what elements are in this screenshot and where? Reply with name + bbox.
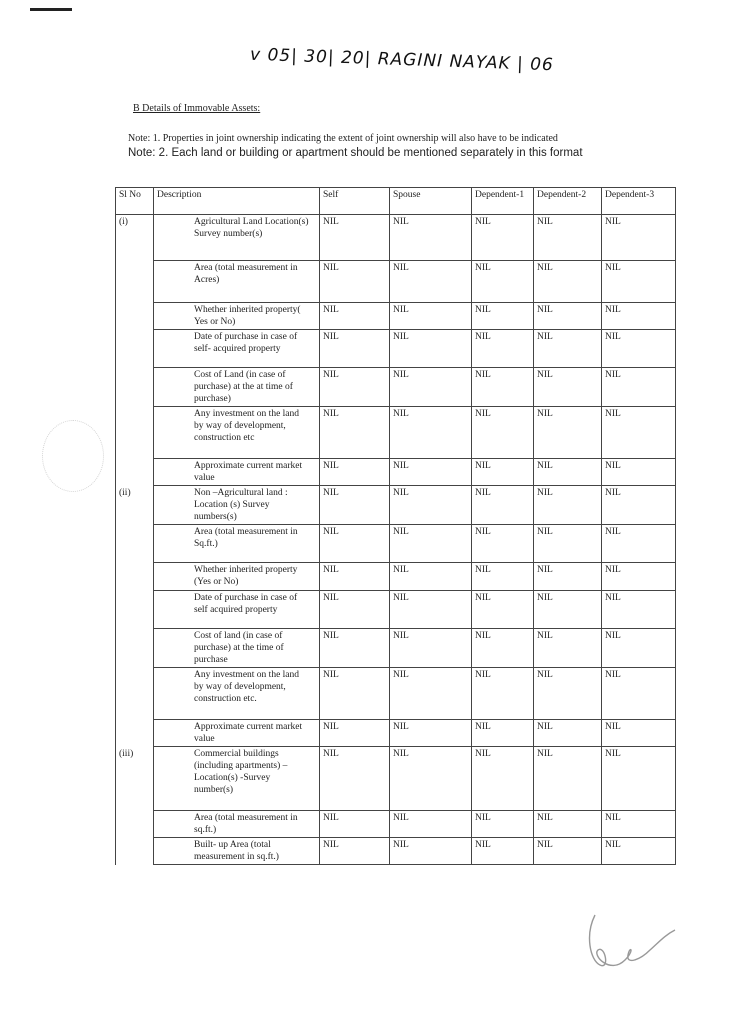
description-cell: Built- up Area (total measurement in sq.ft.) [154, 838, 320, 865]
table-row [116, 563, 676, 591]
value-cell-dependent-3: NIL [602, 629, 676, 668]
value-cell-spouse: NIL [390, 629, 472, 668]
value-cell-self: NIL [320, 486, 390, 525]
value-cell-spouse: NIL [390, 838, 472, 865]
value-cell-dependent-3: NIL [602, 368, 676, 407]
sl-number-cell [116, 261, 154, 303]
value-cell-self: NIL [320, 747, 390, 811]
value-cell-dependent-3: NIL [602, 668, 676, 720]
table-row [116, 668, 676, 720]
value-cell-dependent-3: NIL [602, 525, 676, 563]
value-cell-dependent-3: NIL [602, 330, 676, 368]
value-cell-dependent-2: NIL [534, 486, 602, 525]
table-row [116, 629, 676, 668]
description-cell: Area (total measurement in Sq.ft.) [154, 525, 320, 563]
description-cell: Non –Agricultural land : Location (s) Survey numbers(s) [154, 486, 320, 525]
table-row [116, 303, 676, 330]
value-cell-self: NIL [320, 330, 390, 368]
value-cell-self: NIL [320, 368, 390, 407]
description-cell: Any investment on the land by way of development, construction etc. [154, 668, 320, 720]
value-cell-dependent-1: NIL [472, 838, 534, 865]
value-cell-dependent-1: NIL [472, 563, 534, 591]
value-cell-dependent-1: NIL [472, 368, 534, 407]
value-cell-dependent-2: NIL [534, 303, 602, 330]
sl-number-cell [116, 407, 154, 459]
value-cell-self: NIL [320, 261, 390, 303]
table-row [116, 525, 676, 563]
value-cell-spouse: NIL [390, 591, 472, 629]
description-cell: Approximate current market value [154, 720, 320, 747]
value-cell-dependent-3: NIL [602, 563, 676, 591]
value-cell-dependent-2: NIL [534, 330, 602, 368]
value-cell-spouse: NIL [390, 811, 472, 838]
value-cell-self: NIL [320, 629, 390, 668]
value-cell-dependent-3: NIL [602, 811, 676, 838]
value-cell-dependent-2: NIL [534, 747, 602, 811]
description-cell: Cost of Land (in case of purchase) at the at time of purchase) [154, 368, 320, 407]
value-cell-dependent-2: NIL [534, 629, 602, 668]
value-cell-spouse: NIL [390, 330, 472, 368]
top-edge-mark [30, 8, 72, 11]
value-cell-dependent-3: NIL [602, 591, 676, 629]
description-cell: Area (total measurement in sq.ft.) [154, 811, 320, 838]
col-header-spouse: Spouse [390, 188, 472, 215]
sl-number-cell: (ii) [116, 486, 154, 525]
sl-number-cell [116, 563, 154, 591]
value-cell-spouse: NIL [390, 747, 472, 811]
value-cell-dependent-2: NIL [534, 368, 602, 407]
value-cell-spouse: NIL [390, 407, 472, 459]
sl-number-cell [116, 668, 154, 720]
col-header-dependent-2: Dependent-2 [534, 188, 602, 215]
value-cell-spouse: NIL [390, 303, 472, 330]
table-row [116, 459, 676, 486]
description-cell: Any investment on the land by way of development, construction etc [154, 407, 320, 459]
description-cell: Date of purchase in case of self- acquired property [154, 330, 320, 368]
table-row [116, 838, 676, 865]
note-1: Note: 1. Properties in joint ownership indicating the extent of joint ownership will also have to be indicated [128, 133, 558, 144]
description-cell: Agricultural Land Location(s) Survey number(s) [154, 215, 320, 261]
value-cell-dependent-1: NIL [472, 303, 534, 330]
col-header-description: Description [154, 188, 320, 215]
sl-number-cell [116, 330, 154, 368]
value-cell-spouse: NIL [390, 459, 472, 486]
value-cell-dependent-1: NIL [472, 486, 534, 525]
sl-number-cell [116, 629, 154, 668]
value-cell-spouse: NIL [390, 486, 472, 525]
value-cell-self: NIL [320, 591, 390, 629]
value-cell-dependent-2: NIL [534, 591, 602, 629]
table-row [116, 368, 676, 407]
sl-number-cell [116, 525, 154, 563]
sl-number-cell [116, 838, 154, 865]
table-row [116, 720, 676, 747]
value-cell-dependent-3: NIL [602, 215, 676, 261]
note-2: Note: 2. Each land or building or apartment should be mentioned separately in this format [128, 147, 583, 159]
sl-number-cell [116, 591, 154, 629]
value-cell-self: NIL [320, 459, 390, 486]
value-cell-dependent-2: NIL [534, 525, 602, 563]
value-cell-self: NIL [320, 811, 390, 838]
value-cell-dependent-3: NIL [602, 747, 676, 811]
value-cell-dependent-1: NIL [472, 215, 534, 261]
sl-number-cell [116, 811, 154, 838]
description-cell: Commercial buildings (including apartments) –Location(s) -Survey number(s) [154, 747, 320, 811]
sl-number-cell [116, 459, 154, 486]
value-cell-dependent-1: NIL [472, 591, 534, 629]
value-cell-self: NIL [320, 668, 390, 720]
value-cell-self: NIL [320, 720, 390, 747]
value-cell-self: NIL [320, 303, 390, 330]
value-cell-self: NIL [320, 215, 390, 261]
table-row [116, 486, 676, 525]
value-cell-dependent-3: NIL [602, 303, 676, 330]
value-cell-self: NIL [320, 407, 390, 459]
sl-number-cell [116, 303, 154, 330]
faint-stamp-mark [42, 420, 104, 492]
table-row [116, 330, 676, 368]
value-cell-dependent-2: NIL [534, 720, 602, 747]
value-cell-dependent-2: NIL [534, 261, 602, 303]
table-header-row [116, 188, 676, 215]
value-cell-spouse: NIL [390, 215, 472, 261]
table-row [116, 261, 676, 303]
description-cell: Whether inherited property (Yes or No) [154, 563, 320, 591]
value-cell-dependent-3: NIL [602, 838, 676, 865]
value-cell-self: NIL [320, 563, 390, 591]
col-header-dependent-3: Dependent-3 [602, 188, 676, 215]
value-cell-spouse: NIL [390, 525, 472, 563]
value-cell-dependent-1: NIL [472, 407, 534, 459]
value-cell-dependent-1: NIL [472, 459, 534, 486]
description-cell: Date of purchase in case of self acquired property [154, 591, 320, 629]
sl-number-cell: (i) [116, 215, 154, 261]
value-cell-spouse: NIL [390, 261, 472, 303]
value-cell-self: NIL [320, 838, 390, 865]
col-header-self: Self [320, 188, 390, 215]
value-cell-dependent-3: NIL [602, 720, 676, 747]
table-row [116, 747, 676, 811]
value-cell-spouse: NIL [390, 368, 472, 407]
table-row [116, 407, 676, 459]
table-row [116, 591, 676, 629]
value-cell-dependent-3: NIL [602, 459, 676, 486]
sl-number-cell [116, 368, 154, 407]
description-cell: Area (total measurement in Acres) [154, 261, 320, 303]
value-cell-dependent-1: NIL [472, 525, 534, 563]
value-cell-dependent-1: NIL [472, 811, 534, 838]
value-cell-dependent-3: NIL [602, 261, 676, 303]
value-cell-dependent-2: NIL [534, 811, 602, 838]
immovable-assets-table [115, 187, 676, 865]
value-cell-dependent-1: NIL [472, 720, 534, 747]
description-cell: Cost of land (in case of purchase) at the time of purchase [154, 629, 320, 668]
col-header-sl: Sl No [116, 188, 154, 215]
table-row [116, 811, 676, 838]
col-header-dependent-1: Dependent-1 [472, 188, 534, 215]
value-cell-dependent-2: NIL [534, 407, 602, 459]
description-cell: Approximate current market value [154, 459, 320, 486]
value-cell-dependent-1: NIL [472, 261, 534, 303]
section-title: B Details of Immovable Assets: [133, 103, 261, 114]
value-cell-dependent-3: NIL [602, 486, 676, 525]
value-cell-spouse: NIL [390, 720, 472, 747]
value-cell-dependent-2: NIL [534, 668, 602, 720]
value-cell-dependent-2: NIL [534, 838, 602, 865]
value-cell-spouse: NIL [390, 563, 472, 591]
sl-number-cell [116, 720, 154, 747]
value-cell-dependent-1: NIL [472, 668, 534, 720]
value-cell-dependent-1: NIL [472, 629, 534, 668]
table-row [116, 215, 676, 261]
value-cell-dependent-1: NIL [472, 330, 534, 368]
value-cell-dependent-1: NIL [472, 747, 534, 811]
value-cell-dependent-2: NIL [534, 563, 602, 591]
value-cell-dependent-2: NIL [534, 215, 602, 261]
sl-number-cell: (iii) [116, 747, 154, 811]
value-cell-spouse: NIL [390, 668, 472, 720]
value-cell-self: NIL [320, 525, 390, 563]
value-cell-dependent-2: NIL [534, 459, 602, 486]
description-cell: Whether inherited property( Yes or No) [154, 303, 320, 330]
signature-icon [580, 905, 690, 985]
value-cell-dependent-3: NIL [602, 407, 676, 459]
handwritten-reference-line: v 05| 30| 20| RAGINI NAYAK | 06 [249, 44, 555, 76]
